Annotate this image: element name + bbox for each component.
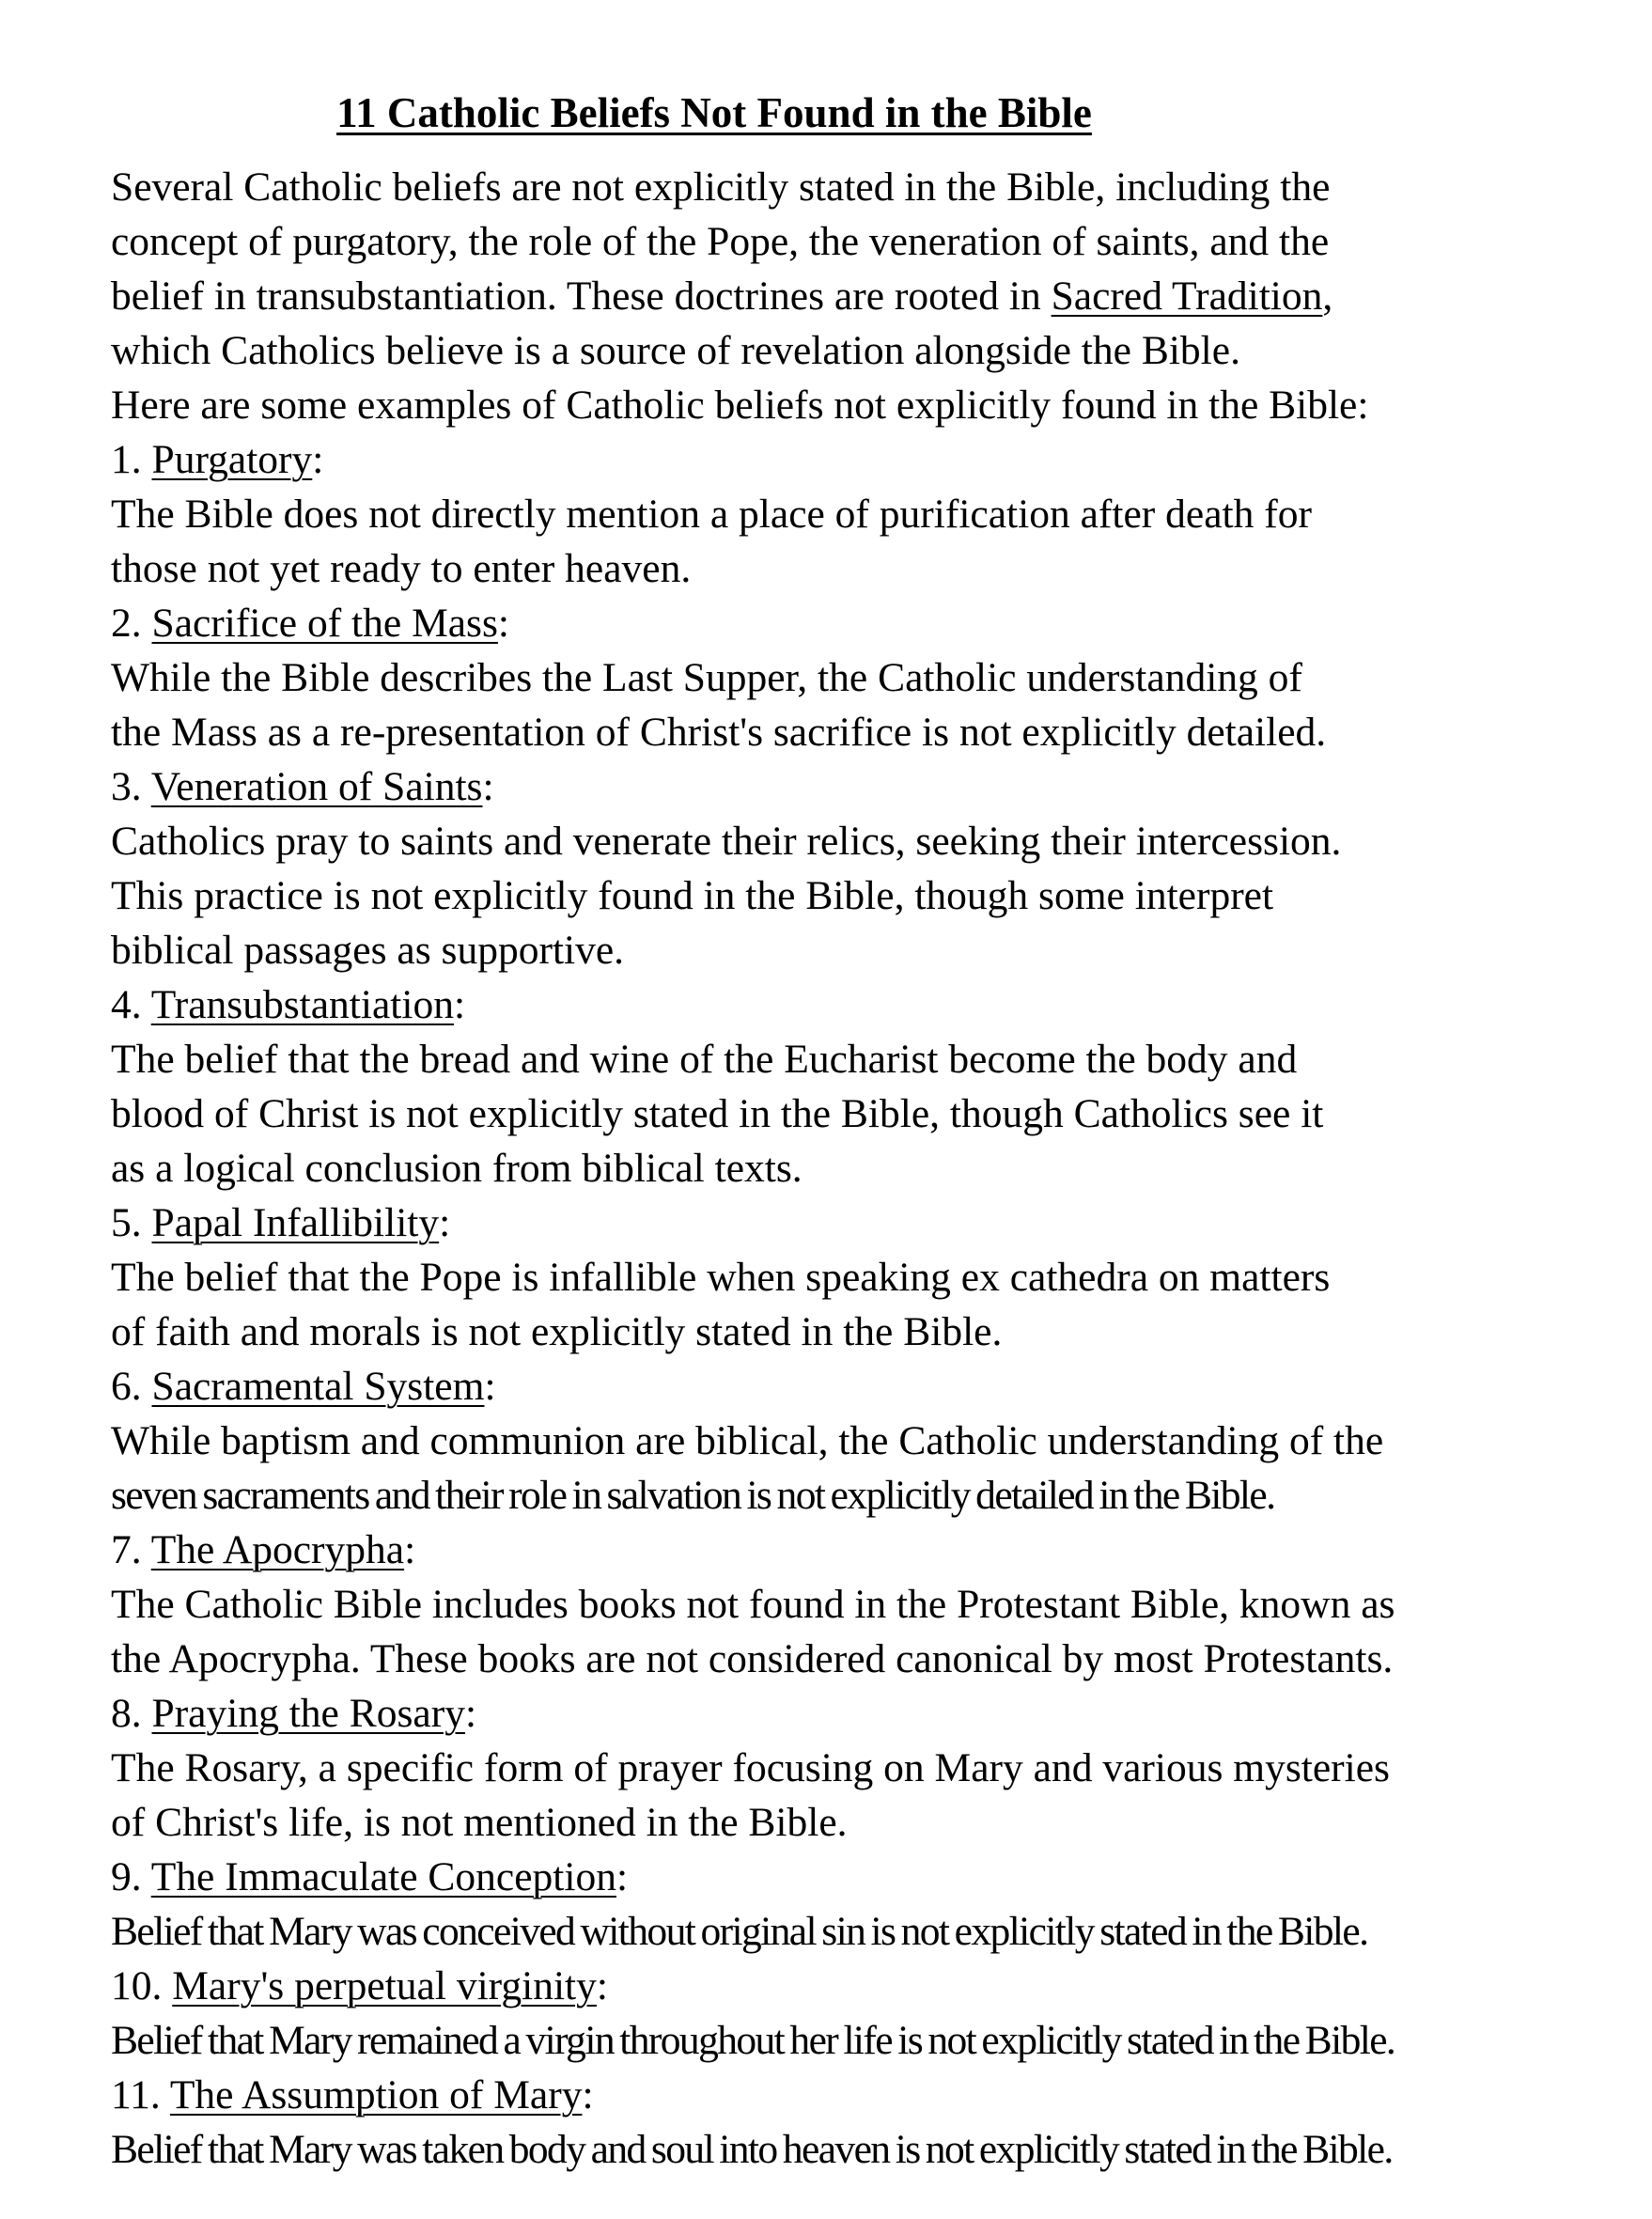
item-heading: 6. Sacramental System: [111, 1364, 496, 1409]
item-text: biblical passages as supportive. [111, 928, 625, 973]
intro-line: concept of purgatory, the role of the Pope, the veneration of saints, and the [111, 219, 1330, 264]
sacred-tradition-link[interactable]: Sacred Tradition [1051, 273, 1323, 319]
item-text: While baptism and communion are biblical, the Catholic understanding of the [111, 1418, 1384, 1463]
item-number: 3. [111, 764, 142, 809]
item-number: 8. [111, 1691, 142, 1736]
item-number: 2. [111, 601, 142, 646]
item-text: Belief that Mary was taken body and soul into heaven is not explicitly stated in the Bible. [111, 2127, 1393, 2172]
item-text: The Bible does not directly mention a place of purification after death for [111, 492, 1312, 537]
praying-the-rosary-link[interactable]: Praying the Rosary [151, 1691, 465, 1736]
intro-line: which Catholics believe is a source of revelation alongside the Bible. [111, 328, 1240, 373]
sacramental-system-link[interactable]: Sacramental System [151, 1364, 485, 1409]
item-number: 5. [111, 1200, 142, 1245]
marys-perpetual-virginity-link[interactable]: Mary's perpetual virginity [172, 1963, 597, 2008]
item-number: 7. [111, 1527, 142, 1572]
item-heading: 4. Transubstantiation: [111, 982, 466, 1027]
intro-text: belief in transubstantiation. These doctrines are rooted in [111, 273, 1052, 319]
item-text: as a logical conclusion from biblical texts. [111, 1146, 803, 1191]
item-text: The belief that the bread and wine of the Eucharist become the body and [111, 1037, 1298, 1082]
intro-line: Here are some examples of Catholic beliefs not explicitly found in the Bible: [111, 383, 1369, 428]
document-body [111, 160, 1577, 2177]
veneration-of-saints-link[interactable]: Veneration of Saints [150, 764, 483, 809]
item-text: of Christ's life, is not mentioned in the Bible. [111, 1800, 848, 1845]
item-heading: 9. The Immaculate Conception: [111, 1854, 629, 1899]
item-text: those not yet ready to enter heaven. [111, 546, 692, 591]
item-heading: 8. Praying the Rosary: [111, 1691, 477, 1736]
item-text: of faith and morals is not explicitly stated in the Bible. [111, 1309, 1003, 1354]
immaculate-conception-link[interactable]: The Immaculate Conception [150, 1854, 616, 1899]
item-heading: 7. The Apocrypha: [111, 1527, 416, 1572]
item-number: 9. [111, 1854, 142, 1899]
intro-text: , [1322, 273, 1333, 319]
item-text: This practice is not explicitly found in the Bible, though some interpret [111, 873, 1274, 918]
item-number: 6. [111, 1364, 142, 1409]
assumption-of-mary-link[interactable]: The Assumption of Mary [169, 2072, 583, 2117]
item-text: Catholics pray to saints and venerate their relics, seeking their intercession. [111, 819, 1342, 864]
item-text: blood of Christ is not explicitly stated in the Bible, though Catholics see it [111, 1091, 1324, 1136]
item-number: 11. [111, 2072, 161, 2117]
item-text: seven sacraments and their role in salvation is not explicitly detailed in the Bible. [111, 1473, 1275, 1518]
item-text: The Rosary, a specific form of prayer focusing on Mary and various mysteries [111, 1745, 1390, 1790]
item-text: While the Bible describes the Last Supper, the Catholic understanding of [111, 655, 1302, 700]
item-text: The belief that the Pope is infallible when speaking ex cathedra on matters [111, 1255, 1331, 1300]
sacrifice-of-the-mass-link[interactable]: Sacrifice of the Mass [151, 601, 498, 646]
item-heading: 10. Mary's perpetual virginity: [111, 1963, 608, 2008]
intro-line: Several Catholic beliefs are not explicitly stated in the Bible, including the [111, 164, 1331, 210]
transubstantiation-link[interactable]: Transubstantiation [150, 982, 454, 1027]
item-number: 1. [111, 437, 142, 482]
item-text: The Catholic Bible includes books not found in the Protestant Bible, known as [111, 1582, 1395, 1627]
item-number: 10. [111, 1963, 163, 2008]
purgatory-link[interactable]: Purgatory [151, 437, 313, 482]
papal-infallibility-link[interactable]: Papal Infallibility [151, 1200, 440, 1245]
the-apocrypha-link[interactable]: The Apocrypha [150, 1527, 405, 1572]
item-heading: 3. Veneration of Saints: [111, 764, 494, 809]
item-heading: 5. Papal Infallibility: [111, 1200, 451, 1245]
item-heading: 1. Purgatory: [111, 437, 324, 482]
document-title: 11 Catholic Beliefs Not Found in the Bible [336, 89, 1092, 136]
item-text: the Mass as a re-presentation of Christ's sacrifice is not explicitly detailed. [111, 710, 1327, 755]
item-text: Belief that Mary remained a virgin throughout her life is not explicitly stated in the Bible. [111, 2018, 1395, 2063]
item-text: Belief that Mary was conceived without original sin is not explicitly stated in the Bible. [111, 1909, 1368, 1954]
item-heading: 11. The Assumption of Mary: [111, 2072, 594, 2117]
item-heading: 2. Sacrifice of the Mass: [111, 601, 510, 646]
item-number: 4. [111, 982, 142, 1027]
intro-line [111, 269, 1577, 323]
item-text: the Apocrypha. These books are not considered canonical by most Protestants. [111, 1636, 1394, 1681]
